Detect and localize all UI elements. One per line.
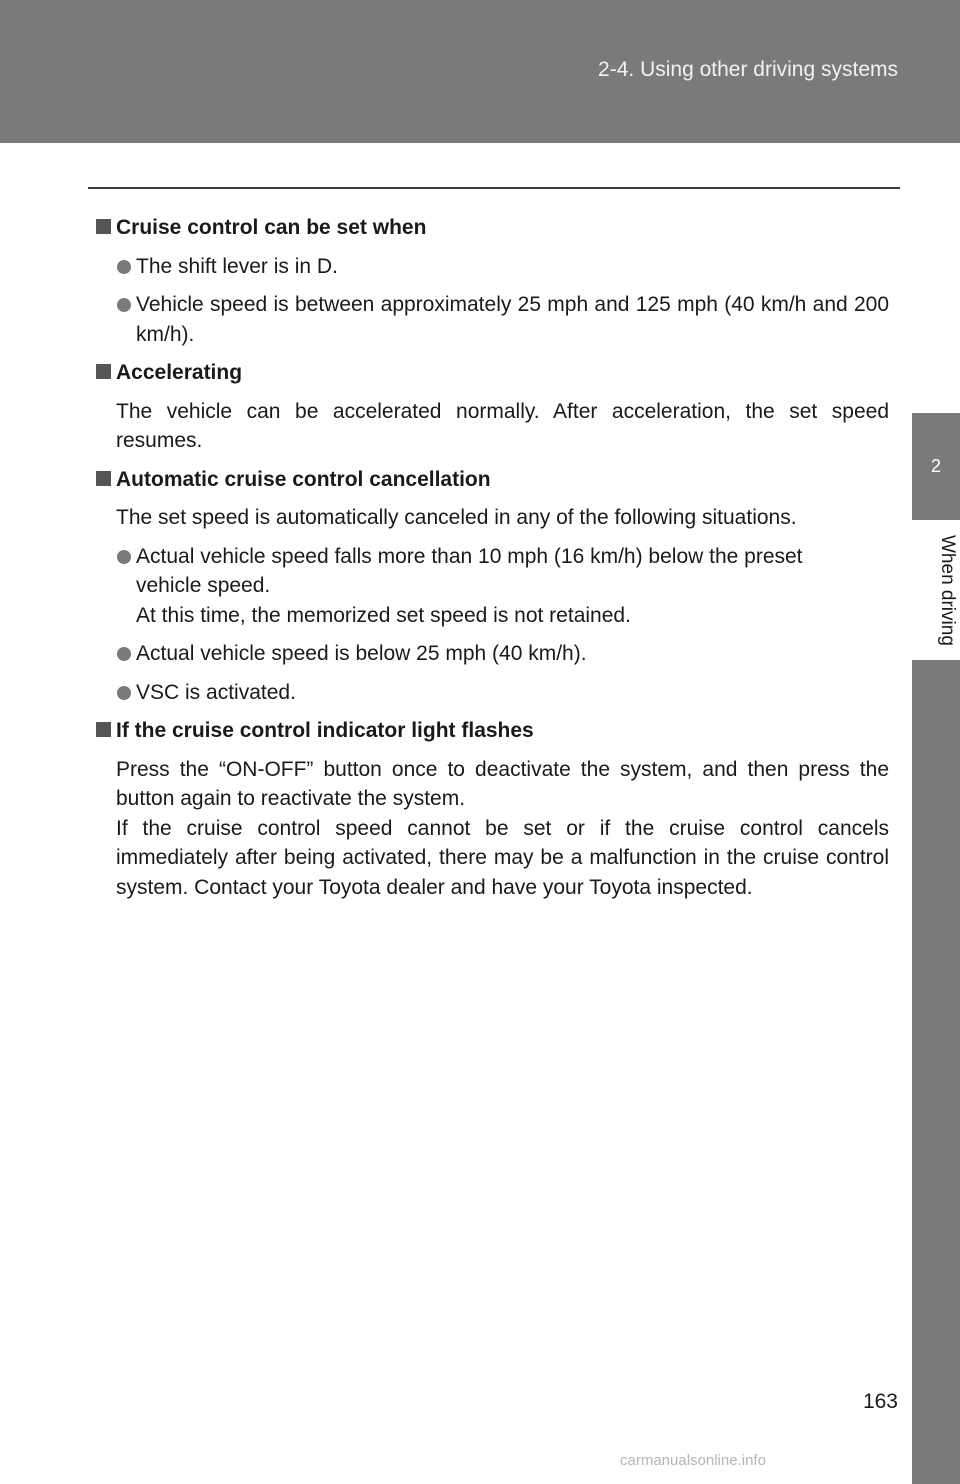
heading-text: Cruise control can be set when (116, 216, 427, 239)
section-heading (96, 716, 889, 746)
round-bullet-icon (117, 686, 131, 700)
section-title: 2-4. Using other driving systems (598, 58, 898, 81)
list-item-note: At this time, the memorized set speed is not retained. (136, 603, 631, 627)
paragraph: The set speed is automatically canceled in any of the following situations. (116, 506, 797, 529)
page-number: 163 (862, 1390, 898, 1413)
page-content (96, 213, 889, 911)
list-item (96, 639, 889, 669)
chapter-tab-band (912, 660, 960, 1484)
list-item (96, 252, 889, 282)
header-rule (88, 187, 900, 189)
chapter-tab-number: 2 (912, 413, 960, 520)
list-item-text: VSC is activated. (136, 680, 296, 704)
section-heading (96, 358, 889, 388)
chapter-tab-label: When driving (937, 535, 958, 646)
list-item (96, 290, 889, 349)
round-bullet-icon (117, 298, 131, 312)
round-bullet-icon (117, 550, 131, 564)
watermark: carmanualsonline.info (620, 1452, 766, 1469)
paragraph: If the cruise control speed cannot be set or if the cruise control cancels immediately after being activated, there may be a malfunction in the cruise control system. Contact your Toyota dealer and have your Toyota inspected. (116, 816, 889, 899)
section-heading (96, 213, 889, 243)
list-item (96, 678, 889, 708)
heading-text: Automatic cruise control cancellation (116, 467, 491, 491)
list-item (96, 542, 889, 631)
list-item-text: The shift lever is in D. (136, 254, 338, 278)
section-heading (96, 465, 889, 495)
square-bullet-icon (96, 219, 111, 234)
square-bullet-icon (96, 722, 111, 737)
square-bullet-icon (96, 471, 111, 486)
list-item-text: Vehicle speed is between approximately 25 mph and 125 mph (40 km/h and 200 km/h). (136, 293, 889, 346)
square-bullet-icon (96, 364, 111, 379)
header-band (0, 0, 960, 143)
paragraph: The vehicle can be accelerated normally. After acceleration, the set speed resumes. (116, 399, 889, 452)
round-bullet-icon (117, 260, 131, 274)
round-bullet-icon (117, 647, 131, 661)
heading-text: If the cruise control indicator light flashes (116, 719, 534, 742)
heading-text: Accelerating (116, 361, 243, 384)
list-item-text: Actual vehicle speed falls more than 10 mph (16 km/h) below the preset vehicle speed. (136, 544, 803, 597)
list-item-text: Actual vehicle speed is below 25 mph (40 km/h). (136, 642, 587, 665)
paragraph: Press the “ON-OFF” button once to deactivate the system, and then press the button again to reactivate the system. (116, 757, 889, 810)
